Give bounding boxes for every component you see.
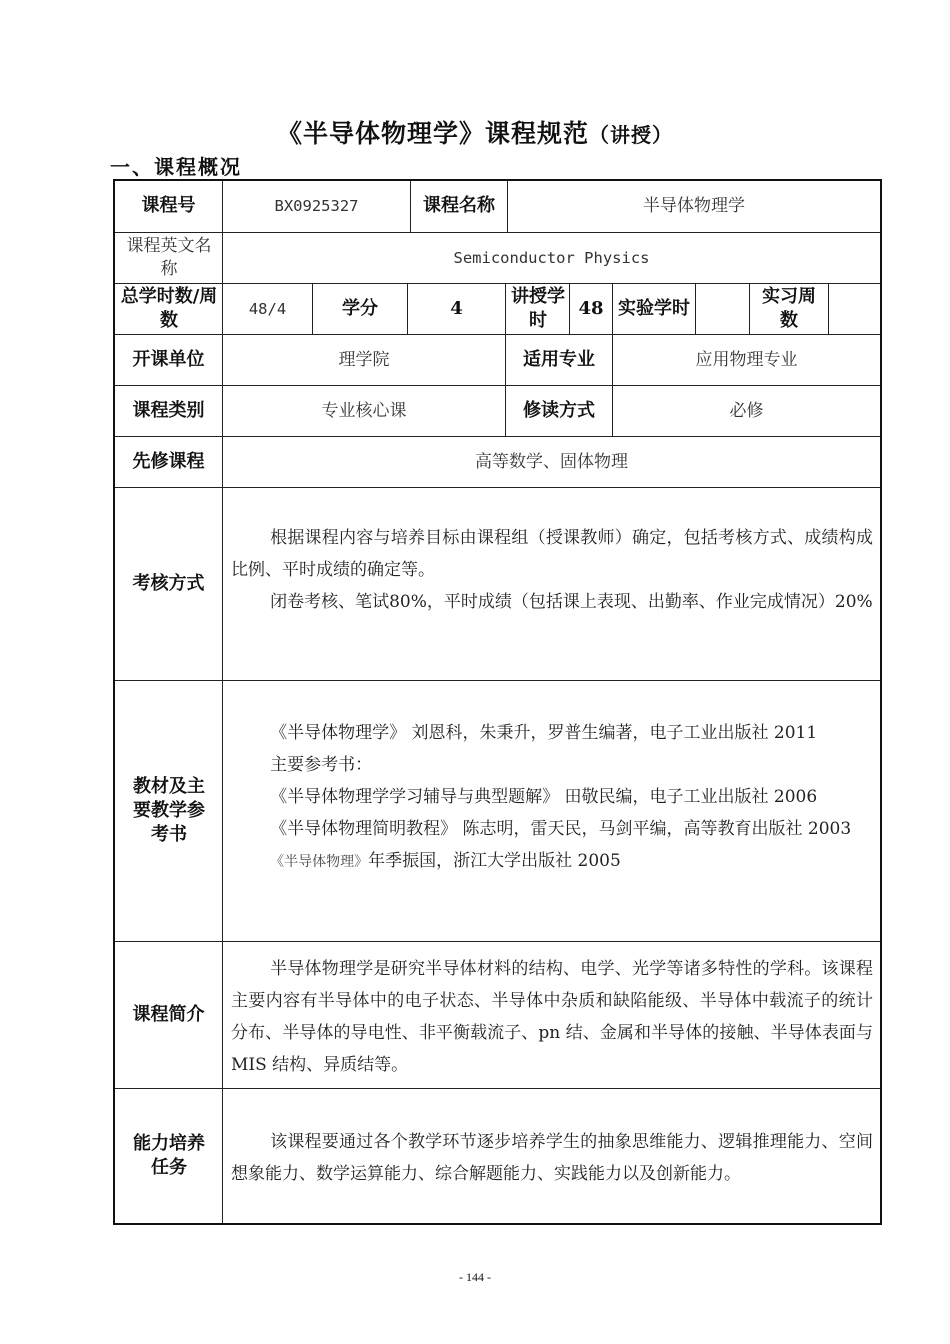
credit-value: 4 (450, 297, 463, 319)
textbook-label: 教材及主要教学参考书 (133, 775, 205, 846)
assessment-text (231, 522, 873, 618)
course-name-label: 课程名称 (423, 195, 495, 217)
textbook-ref-2: 《半导体物理简明教程》 陈志明，雷天民，马剑平编，高等教育出版社 2003 (270, 819, 852, 839)
practice-weeks-label: 实习周数 (762, 285, 816, 331)
major-value: 应用物理专业 (695, 349, 798, 370)
page-title: 《半导体物理学》课程规范（讲授） (276, 119, 673, 148)
course-no-value: BX0925327 (274, 197, 359, 216)
lecture-hours-label: 讲授学时 (511, 285, 565, 331)
major-label: 适用专业 (523, 348, 595, 370)
category-label: 课程类别 (132, 399, 205, 421)
study-mode-value: 必修 (729, 400, 764, 421)
total-hours-label: 总学时数/周数 (120, 285, 218, 331)
textbook-ref-3: 《半导体物理》年季振国，浙江大学出版社 2005 (270, 851, 621, 871)
assessment-paragraph-2: 闭卷考核、笔试80%，平时成绩（包括课上表现、出勤率、作业完成情况）20% (270, 592, 873, 612)
textbook-text (231, 717, 873, 878)
textbook-ref-heading: 主要参考书： (270, 755, 373, 775)
lab-hours-value (696, 284, 749, 334)
prereq-value: 高等数学、固体物理 (475, 451, 628, 472)
intro-text (231, 953, 873, 1081)
dept-label: 开课单位 (132, 348, 205, 370)
ability-paragraph: 该课程要通过各个教学环节逐步培养学生的抽象思维能力、逻辑推理能力、空间想象能力、数学运算能力、综合解题能力、实践能力以及创新能力。 (231, 1132, 873, 1184)
english-name-value: Semiconductor Physics (453, 248, 650, 267)
lecture-hours-value: 48 (578, 297, 604, 319)
prereq-label: 先修课程 (132, 450, 205, 472)
section-heading: 一、课程概况 (110, 155, 242, 179)
english-name-label: 课程英文名称 (126, 236, 212, 279)
intro-paragraph: 半导体物理学是研究半导体材料的结构、电学、光学等诸多特性的学科。该课程主要内容有半导体中的电子状态、半导体中杂质和缺陷能级、半导体中载流子的统计分布、半导体的导电性、非平衡载流子、pn 结、金属和半导体的接触、半导体表面与 MIS 结构、异质结等。 (231, 959, 873, 1075)
category-value: 专业核心课 (321, 400, 407, 421)
textbook-ref-1: 《半导体物理学学习辅导与典型题解》 田敬民编，电子工业出版社 2006 (270, 787, 818, 807)
course-name-value: 半导体物理学 (643, 196, 745, 217)
intro-label: 课程简介 (132, 1003, 205, 1025)
practice-weeks-value (829, 284, 880, 334)
ability-text (231, 1126, 873, 1190)
total-hours-value: 48/4 (248, 299, 287, 318)
credit-label: 学分 (342, 297, 378, 319)
page-number: - 144 - (459, 1270, 491, 1284)
course-no-label: 课程号 (141, 195, 196, 217)
textbook-main: 《半导体物理学》 刘恩科，朱秉升，罗普生编著，电子工业出版社 2011 (270, 723, 818, 743)
ability-label: 能力培养任务 (133, 1132, 205, 1178)
dept-value: 理学院 (338, 349, 390, 370)
assessment-paragraph-1: 根据课程内容与培养目标由课程组（授课教师）确定，包括考核方式、成绩构成比例、平时成绩的确定等。 (231, 528, 873, 580)
lab-hours-label: 实验学时 (618, 297, 690, 319)
study-mode-label: 修读方式 (523, 399, 595, 421)
assessment-label: 考核方式 (132, 572, 205, 594)
